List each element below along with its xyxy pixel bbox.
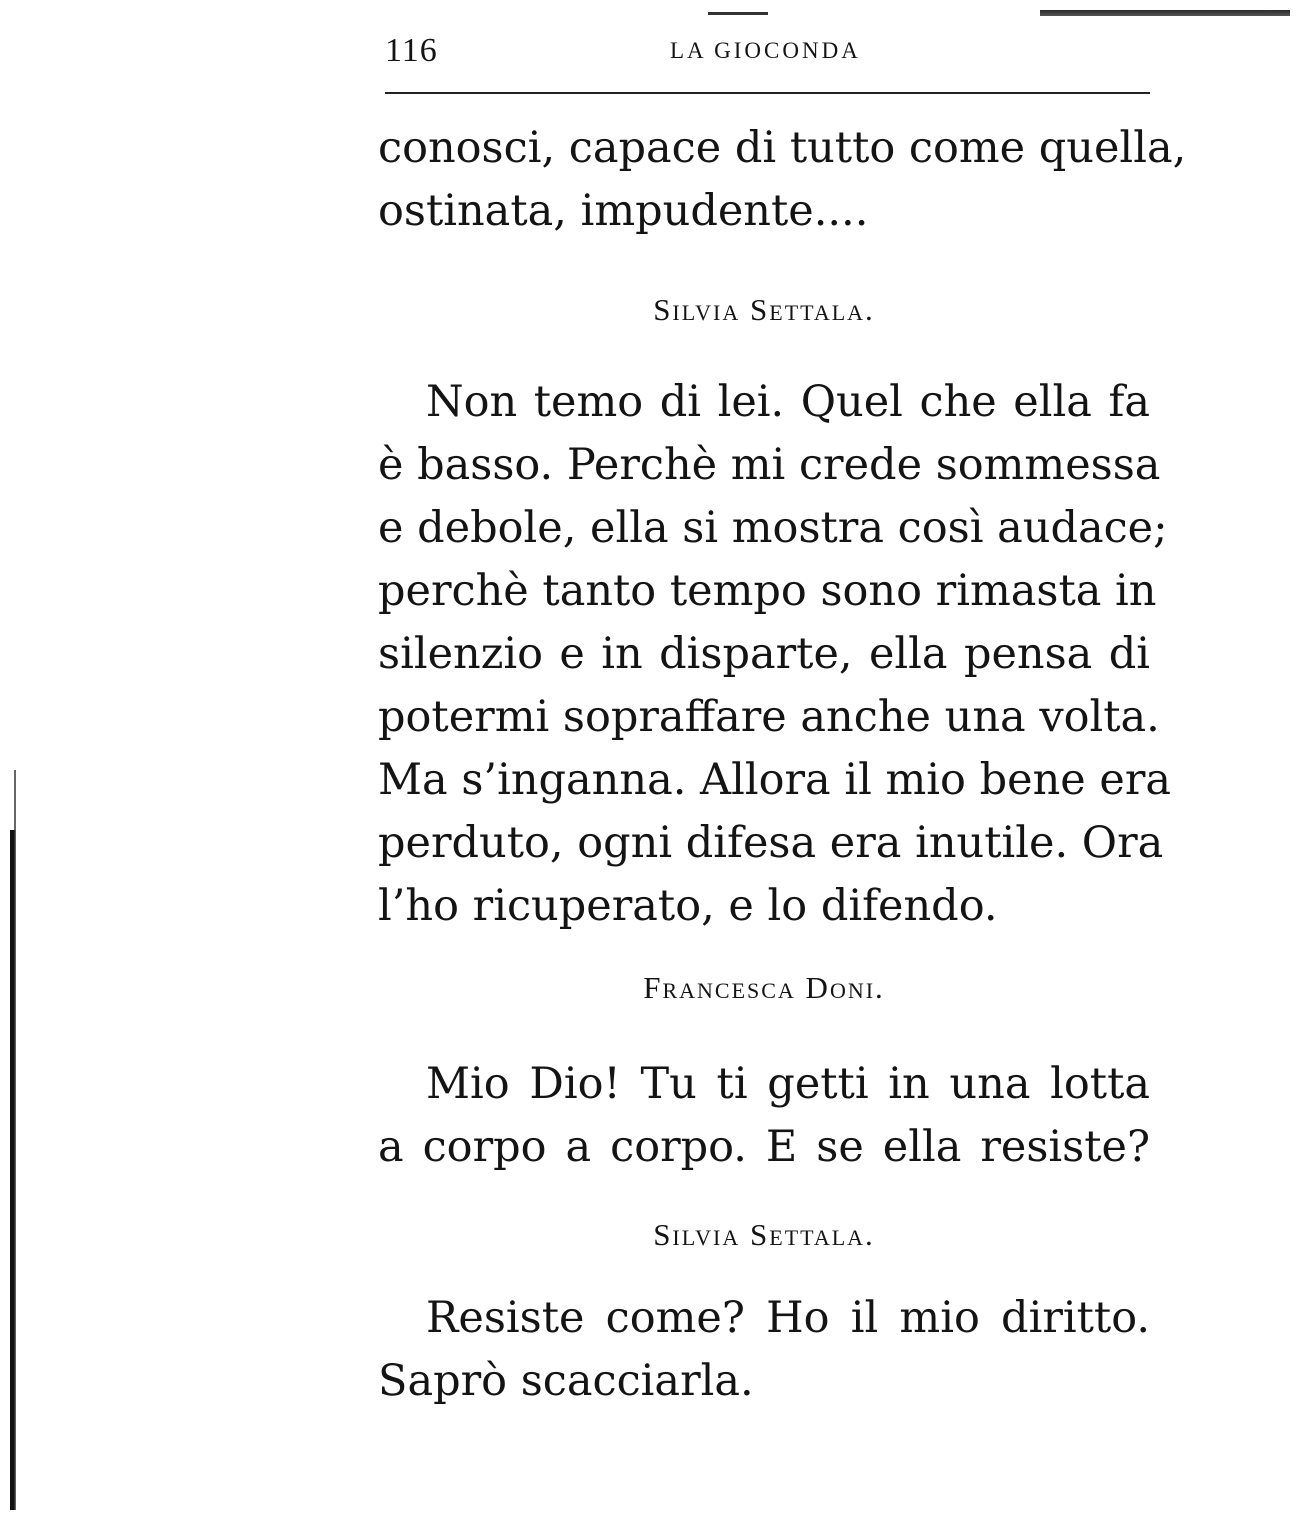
text-line: Resiste come? Ho il mio diritto. [426, 1293, 1150, 1343]
speaker-heading: Silvia Settala. [653, 1217, 875, 1252]
scan-artifact-top-edge [1040, 10, 1290, 16]
speaker-heading: Francesca Doni. [643, 970, 885, 1005]
text-line: l’ho ricuperato, e lo difendo. [378, 881, 998, 931]
scan-artifact-top-mark [708, 12, 768, 15]
text-line: Mio Dio! Tu ti getti in una lotta [426, 1059, 1150, 1109]
speech-paragraph [378, 1287, 1150, 1413]
passage-continuation [378, 117, 1187, 243]
speech-paragraph [378, 1053, 1150, 1179]
text-line: Ma s’inganna. Allora il mio bene era [378, 755, 1172, 805]
page-number: 116 [385, 32, 438, 69]
text-line: conosci, capace di tutto come quella, [378, 123, 1187, 173]
text-line: perduto, ogni difesa era inutile. Ora [378, 818, 1164, 868]
text-line: e debole, ella si mostra così audace; [378, 503, 1168, 553]
running-title: LA GIOCONDA [670, 38, 861, 63]
scan-artifact-left-edge [10, 830, 16, 1510]
text-line: Saprò scacciarla. [378, 1356, 754, 1406]
running-head [385, 28, 1150, 78]
text-line: ostinata, impudente.... [378, 186, 869, 236]
text-line: silenzio e in disparte, ella pensa di [378, 629, 1150, 679]
speech-paragraph [378, 371, 1172, 938]
text-line: è basso. Perchè mi crede sommessa [378, 440, 1161, 490]
text-line: potermi sopraffare anche una volta. [378, 692, 1160, 742]
text-line: a corpo a corpo. E se ella resiste? [378, 1122, 1150, 1172]
text-line: Non temo di lei. Quel che ella fa [426, 377, 1150, 427]
text-line: perchè tanto tempo sono rimasta in [378, 566, 1157, 616]
speaker-heading: Silvia Settala. [653, 292, 875, 327]
header-rule [385, 92, 1150, 94]
